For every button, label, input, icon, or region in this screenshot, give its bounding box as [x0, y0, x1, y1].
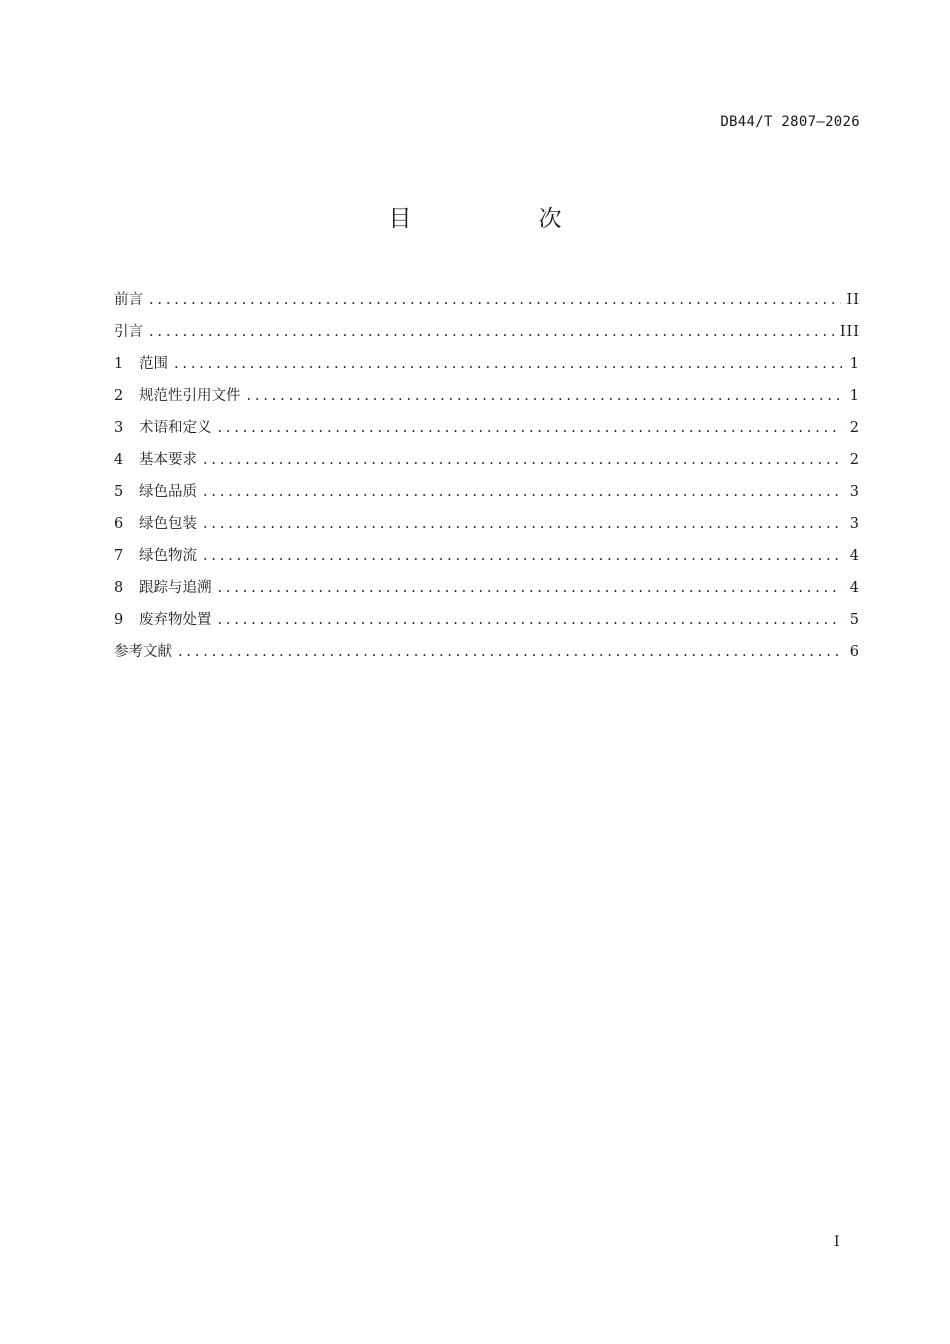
- toc-entry-page: 3: [849, 484, 860, 500]
- toc-dot-leader: [149, 316, 834, 348]
- toc-entry-label: 废弃物处置: [139, 612, 212, 628]
- toc-entry-page: 1: [849, 356, 860, 372]
- toc-entry-label: 绿色物流: [139, 548, 197, 564]
- toc-entry-page: 2: [849, 452, 860, 468]
- toc-entry-label: 引言: [114, 324, 143, 340]
- toc-dot-leader: [218, 572, 843, 604]
- toc-entry-page: 2: [849, 420, 860, 436]
- toc-entry-foreword[interactable]: [114, 284, 860, 316]
- toc-entry-label: 绿色包装: [139, 516, 197, 532]
- toc-entry-page: 6: [849, 644, 860, 660]
- toc-entry-label: 跟踪与追溯: [139, 580, 212, 596]
- toc-entry-8[interactable]: [114, 572, 860, 604]
- toc-entry-number: 1: [114, 356, 124, 372]
- toc-entry-page: II: [846, 292, 860, 308]
- toc-entry-label: 规范性引用文件: [139, 388, 241, 404]
- toc-entry-number: 5: [114, 484, 124, 500]
- toc-entry-page: 5: [849, 612, 860, 628]
- toc-dot-leader: [203, 444, 842, 476]
- toc-dot-leader: [218, 412, 843, 444]
- toc-entry-label: 基本要求: [139, 452, 197, 468]
- page-number: I: [834, 1234, 840, 1250]
- toc-entry-2[interactable]: [114, 380, 860, 412]
- toc-entry-page: 3: [849, 516, 860, 532]
- toc-entry-number: 2: [114, 388, 124, 404]
- toc-entry-5[interactable]: [114, 476, 860, 508]
- standard-code: DB44/T 2807—2026: [720, 114, 860, 130]
- toc-entry-references[interactable]: [114, 636, 860, 668]
- toc-entry-number: 9: [114, 612, 124, 628]
- toc-entry-label: 范围: [139, 356, 168, 372]
- toc-entry-label: 参考文献: [114, 644, 172, 660]
- table-of-contents: [114, 284, 860, 668]
- toc-entry-9[interactable]: [114, 604, 860, 636]
- toc-entry-6[interactable]: [114, 508, 860, 540]
- toc-entry-page: 4: [849, 548, 860, 564]
- toc-entry-4[interactable]: [114, 444, 860, 476]
- toc-dot-leader: [203, 508, 842, 540]
- toc-entry-label: 术语和定义: [139, 420, 212, 436]
- toc-dot-leader: [203, 540, 842, 572]
- toc-entry-label: 绿色品质: [139, 484, 197, 500]
- toc-entry-number: 6: [114, 516, 124, 532]
- toc-entry-number: 7: [114, 548, 124, 564]
- toc-dot-leader: [218, 604, 843, 636]
- toc-entry-page: 1: [849, 388, 860, 404]
- toc-entry-1[interactable]: [114, 348, 860, 380]
- toc-dot-leader: [203, 476, 842, 508]
- toc-entry-number: 8: [114, 580, 124, 596]
- toc-entry-introduction[interactable]: [114, 316, 860, 348]
- toc-entry-3[interactable]: [114, 412, 860, 444]
- page-title: 目 次: [388, 206, 614, 232]
- toc-entry-page: 4: [849, 580, 860, 596]
- toc-entry-7[interactable]: [114, 540, 860, 572]
- toc-dot-leader: [149, 284, 841, 316]
- toc-dot-leader: [247, 380, 843, 412]
- toc-entry-number: 4: [114, 452, 124, 468]
- toc-dot-leader: [178, 636, 842, 668]
- toc-dot-leader: [174, 348, 842, 380]
- toc-entry-number: 3: [114, 420, 124, 436]
- toc-entry-page: III: [839, 324, 860, 340]
- toc-entry-label: 前言: [114, 292, 143, 308]
